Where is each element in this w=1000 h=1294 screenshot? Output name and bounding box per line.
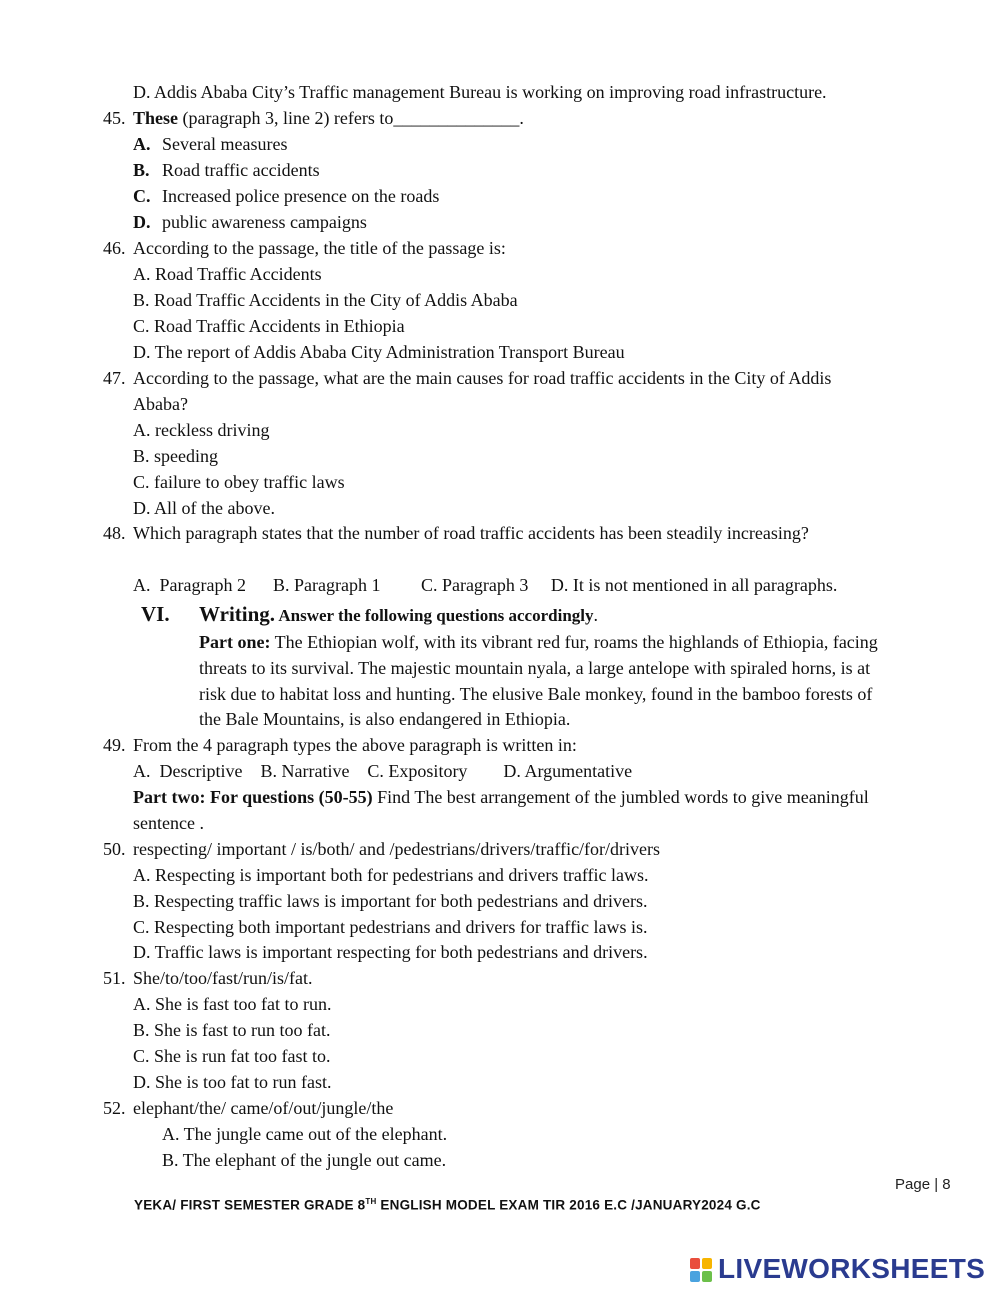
q47-option-b: B. speeding	[133, 446, 218, 466]
logo-text: LIVEWORKSHEETS	[718, 1253, 986, 1284]
part-two-text: Find The best arrangement of the jumbled words to give meaningful	[372, 787, 869, 807]
exam-footer	[134, 1197, 761, 1213]
q49-options: A. Descriptive B. Narrative C. Expository D. Argumentative	[133, 761, 633, 781]
q44-option-d: D. Addis Ababa City’s Traffic management Bureau is working on improving road infrastructure.	[133, 82, 827, 102]
question-text: Which paragraph states that the number of road traffic accidents has been steadily increasing?	[133, 523, 809, 543]
section-title: Writing.	[199, 602, 276, 626]
footer-text: YEKA/ FIRST SEMESTER GRADE 8	[134, 1197, 366, 1213]
logo-blocks-icon	[690, 1256, 714, 1282]
question-number: 48.	[103, 523, 126, 543]
q45-option-c	[133, 185, 439, 207]
passage-text: The Ethiopian wolf, with its vibrant red fur, roams the highlands of Ethiopia, facing	[270, 632, 878, 652]
question-text: According to the passage, the title of the passage is:	[133, 238, 506, 258]
part-one-line-4: the Bale Mountains, is also endangered in Ethiopia.	[199, 709, 571, 729]
question-48	[103, 522, 809, 544]
q50-option-c: C. Respecting both important pedestrians and drivers for traffic laws is.	[133, 917, 648, 937]
part-one-label: Part one:	[199, 632, 271, 652]
q50-option-b: B. Respecting traffic laws is important for both pedestrians and drivers.	[133, 891, 648, 911]
q45-option-b	[133, 159, 320, 181]
question-51	[103, 967, 312, 989]
q50-option-a: A. Respecting is important both for pedestrians and drivers traffic laws.	[133, 865, 649, 885]
q47-option-d: D. All of the above.	[133, 498, 275, 518]
liveworksheets-logo	[690, 1253, 985, 1285]
option-text: Road traffic accidents	[162, 160, 320, 180]
option-text: Increased police presence on the roads	[162, 186, 440, 206]
question-47-continued: Ababa?	[133, 394, 188, 414]
q51-option-d: D. She is too fat to run fast.	[133, 1072, 332, 1092]
option-text: public awareness campaigns	[162, 212, 367, 232]
q46-option-d: D. The report of Addis Ababa City Administration Transport Bureau	[133, 342, 625, 362]
q46-option-c: C. Road Traffic Accidents in Ethiopia	[133, 316, 405, 336]
q52-option-b: B. The elephant of the jungle out came.	[162, 1150, 447, 1170]
q48-options: A. Paragraph 2 B. Paragraph 1 C. Paragraph 3 D. It is not mentioned in all paragraphs.	[133, 575, 838, 595]
part-one-line-1	[199, 631, 878, 653]
option-letter: A.	[133, 134, 151, 154]
q47-option-a: A. reckless driving	[133, 420, 270, 440]
question-number: 51.	[103, 968, 126, 988]
question-number: 47.	[103, 368, 126, 388]
q46-option-a: A. Road Traffic Accidents	[133, 264, 322, 284]
question-number: 49.	[103, 735, 126, 755]
section-period: .	[593, 605, 599, 625]
question-text: elephant/the/ came/of/out/jungle/the	[133, 1098, 394, 1118]
q51-option-b: B. She is fast to run too fat.	[133, 1020, 331, 1040]
option-letter: C.	[133, 186, 151, 206]
q47-option-c: C. failure to obey traffic laws	[133, 472, 345, 492]
part-two-instruction	[133, 786, 869, 808]
question-keyword: These	[133, 108, 178, 128]
q52-option-a: A. The jungle came out of the elephant.	[162, 1124, 448, 1144]
q51-option-a: A. She is fast too fat to run.	[133, 994, 332, 1014]
question-number: 50.	[103, 839, 126, 859]
question-text: From the 4 paragraph types the above paragraph is written in:	[133, 735, 577, 755]
question-text: She/to/too/fast/run/is/fat.	[133, 968, 313, 988]
question-text: (paragraph 3, line 2) refers to______________.	[178, 108, 524, 128]
question-number: 46.	[103, 238, 126, 258]
q50-option-d: D. Traffic laws is important respecting for both pedestrians and drivers.	[133, 942, 648, 962]
question-number: 52.	[103, 1098, 126, 1118]
question-text: According to the passage, what are the main causes for road traffic accidents in the City of Addis	[133, 368, 832, 388]
question-52	[103, 1097, 393, 1119]
q45-option-d	[133, 211, 367, 233]
part-one-line-3: risk due to habitat loss and hunting. The elusive Bale monkey, found in the bamboo forests of	[199, 684, 873, 704]
question-number: 45.	[103, 108, 126, 128]
option-letter: B.	[133, 160, 150, 180]
part-two-continued: sentence .	[133, 813, 204, 833]
question-50	[103, 838, 660, 860]
section-instruction: Answer the following questions accordingly	[275, 606, 594, 625]
page-number: Page | 8	[895, 1176, 951, 1193]
q51-option-c: C. She is run fat too fast to.	[133, 1046, 331, 1066]
option-text: Several measures	[162, 134, 288, 154]
section-number: VI.	[141, 602, 170, 626]
part-one-line-2: threats to its survival. The majestic mountain nyala, a large antelope with spiraled horns, is at	[199, 658, 871, 678]
option-letter: D.	[133, 212, 151, 232]
question-text: respecting/ important / is/both/ and /pedestrians/drivers/traffic/for/drivers	[133, 839, 661, 859]
question-47	[103, 367, 831, 389]
part-two-label: Part two: For questions (50-55)	[133, 787, 373, 807]
question-49	[103, 734, 577, 756]
section-heading	[199, 602, 598, 628]
q45-option-a	[133, 133, 287, 155]
footer-superscript: TH	[365, 1197, 377, 1206]
q46-option-b: B. Road Traffic Accidents in the City of Addis Ababa	[133, 290, 518, 310]
question-45	[103, 107, 524, 129]
footer-text-rest: ENGLISH MODEL EXAM TIR 2016 E.C /JANUARY2024 G.C	[376, 1197, 761, 1213]
question-46	[103, 237, 506, 259]
